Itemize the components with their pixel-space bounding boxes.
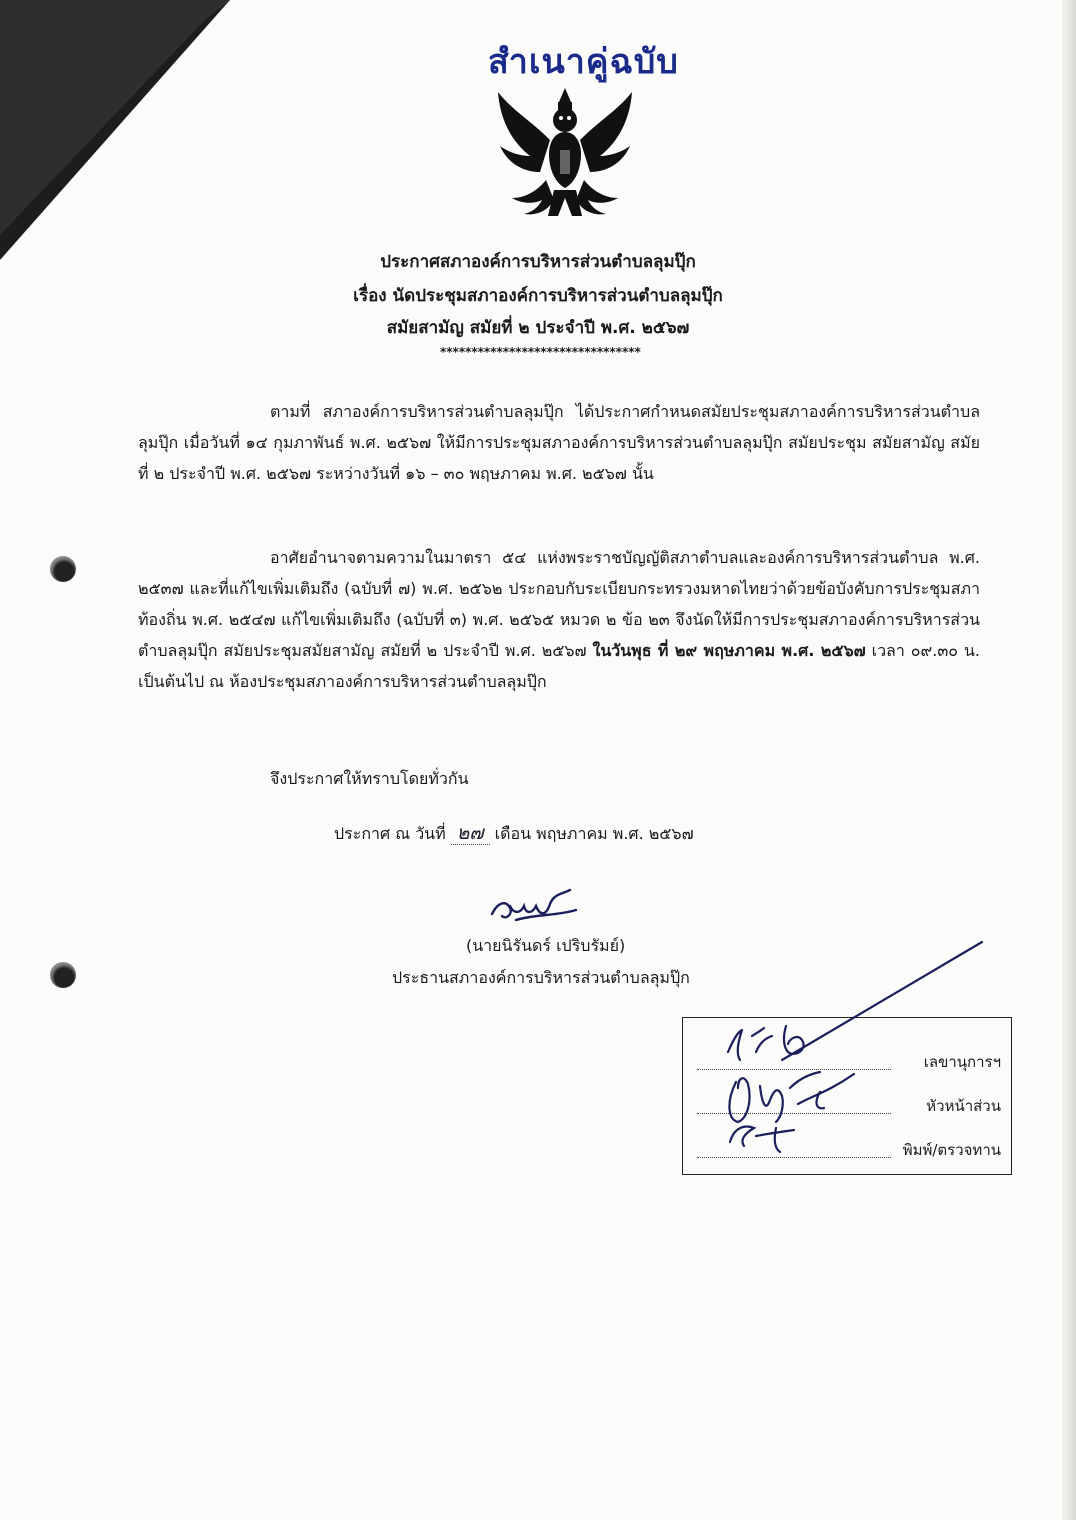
approval-label-typist: พิมพ์/ตรวจทาน — [902, 1141, 1001, 1159]
approval-label-division-head: หัวหน้าส่วน — [926, 1097, 1001, 1115]
paragraph-2-text-a: อาศัยอำนาจตามความในมาตรา ๕๔ แห่งพระราชบัญญัติสภาตำบลและองค์การบริหารส่วนตำบล พ.ศ. ๒๕๓๗ และที่แก้ไขเพิ่มเติมถึง (ฉบับที่ ๗) พ.ศ. ๒๕๖๒ ประกอบกับระเบียบกระทรวงมหาดไทยว่าด้วยข้อบังคับการประชุมสภาท้องถิ่น พ.ศ. ๒๕๔๗ แก้ไขเพิ่มเติมถึง (ฉบับที่ ๓) พ.ศ. ๒๕๖๕ หมวด ๒ ข้อ ๒๓ จึงนัดให้มีการประชุมสภาองค์การบริหารส่วนตำบลลุมปุ๊ก สมัยประชุมสมัยสามัญ สมัยที่ ๒ ประจำปี พ.ศ. ๒๕๖๗ — [138, 548, 980, 660]
approval-row-typist — [697, 1138, 1001, 1164]
approval-box — [682, 1017, 1012, 1175]
approval-row-secretary — [697, 1050, 1001, 1076]
signatory-name: (นายนิรันดร์ เปริบรัมย์) — [466, 936, 626, 955]
date-prefix: ประกาศ ณ วันที่ — [334, 824, 446, 843]
header-line-1: ประกาศสภาองค์การบริหารส่วนตำบลลุมปุ๊ก — [380, 252, 696, 272]
paragraph-2-meeting-date: ในวันพุธ ที่ ๒๙ พฤษภาคม พ.ศ. ๒๕๖๗ — [592, 641, 866, 660]
punch-hole-top — [50, 556, 76, 582]
punch-hole-bottom — [50, 962, 76, 988]
paragraph-2 — [138, 542, 980, 697]
paragraph-1 — [138, 396, 980, 489]
chairman-signature-icon — [486, 888, 596, 928]
header-subject: เรื่อง นัดประชุมสภาองค์การบริหารส่วนตำบลลุมปุ๊ก — [353, 286, 723, 306]
date-day-handwritten: ๒๗ — [451, 822, 490, 845]
header-separator: ******************************** — [440, 345, 641, 359]
signatory-position: ประธานสภาองค์การบริหารส่วนตำบลลุมปุ๊ก — [392, 968, 690, 987]
page-edge-shadow — [1062, 0, 1076, 1520]
copy-stamp: สำเนาคู่ฉบับ — [488, 42, 679, 82]
paragraph-2-text-b: เวลา ๐๙.๓๐ น. เป็นต้นไป ณ ห้องประชุมสภาองค์การบริหารส่วนตำบลลุมปุ๊ก — [138, 641, 981, 691]
header-session: สมัยสามัญ สมัยที่ ๒ ประจำปี พ.ศ. ๒๕๖๗ — [386, 318, 690, 338]
announce-date-line — [334, 818, 694, 848]
approval-row-division-head — [697, 1094, 1001, 1120]
garuda-emblem-icon — [490, 80, 640, 230]
announce-line: จึงประกาศให้ทราบโดยทั่วกัน — [270, 769, 469, 788]
approval-label-secretary: เลขานุการฯ — [923, 1053, 1001, 1071]
folded-corner-shadow — [0, 0, 230, 260]
date-suffix: เดือน พฤษภาคม พ.ศ. ๒๕๖๗ — [494, 824, 694, 843]
paragraph-1-text: ตามที่ สภาองค์การบริหารส่วนตำบลลุมปุ๊ก ได้ประกาศกำหนดสมัยประชุมสภาองค์การบริหารส่วนตำบลลุมปุ๊ก เมื่อวันที่ ๑๔ กุมภาพันธ์ พ.ศ. ๒๕๖๗ ให้มีการประชุมสภาองค์การบริหารส่วนตำบลลุมปุ๊ก สมัยประชุม สมัยสามัญ สมัยที่ ๒ ประจำปี พ.ศ. ๒๕๖๗ ระหว่างวันที่ ๑๖ – ๓๐ พฤษภาคม พ.ศ. ๒๕๖๗ นั้น — [138, 402, 980, 483]
